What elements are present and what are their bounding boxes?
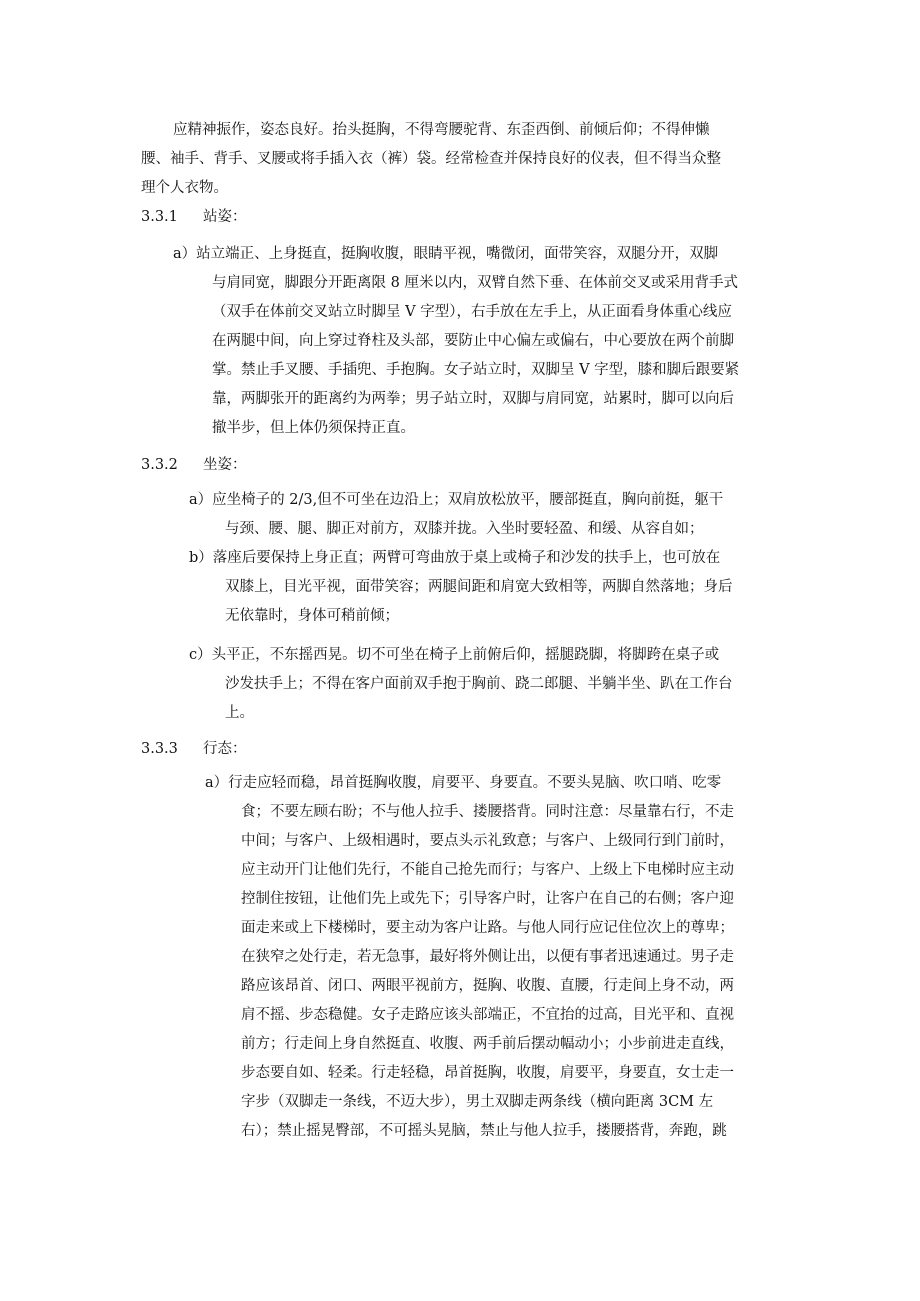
paragraph-line: 食；不要左顾右盼；不与他人拉手、搂腰搭背。同时注意：尽量靠右行，不走 (241, 804, 734, 820)
paragraph-line: c）头平正，不东摇西晃。切不可坐在椅子上前俯后仰，摇腿跷脚，将脚跨在桌子或 (189, 647, 720, 663)
intro-line: 腰、袖手、背手、叉腰或将手插入衣（裤）袋。经常检查并保持良好的仪表，但不得当众整 (141, 151, 721, 167)
section-heading (141, 739, 247, 759)
paragraph-line: 上。 (225, 705, 254, 721)
paragraph-line: 在两腿中间，向上穿过脊柱及头部，要防止中心偏左或偏右，中心要放在两个前脚 (212, 333, 734, 349)
paragraph-line: 应主动开门让他们先行，不能自己抢先而行；与客户、上级上下电梯时应主动 (241, 862, 734, 878)
paragraph-line: 肩不摇、步态稳健。女子走路应该头部端正，不宜抬的过高，目光平和、直视 (241, 1007, 734, 1023)
paragraph-line: 前方；行走间上身自然挺直、收腹、两手前后摆动幅动小；小步前进走直线， (241, 1036, 734, 1052)
paragraph-line: b）落座后要保持上身正直；两臂可弯曲放于桌上或椅子和沙发的扶手上，也可放在 (189, 550, 721, 566)
paragraph-line: 与肩同宽，脚跟分开距离限 8 厘米以内，双臂自然下垂、在体前交叉或采用背手式 (212, 275, 738, 291)
paragraph-line: 步态要自如、轻柔。行走轻稳，昂首挺胸，收腹，肩要平，身要直，女士走一 (241, 1065, 734, 1081)
section-number: 3.3.3 (141, 741, 178, 757)
paragraph-line: 双膝上，目光平视，面带笑容；两腿间距和肩宽大致相等，两脚自然落地；身后 (225, 579, 733, 595)
paragraph-line: 路应该昂首、闭口、两眼平视前方，挺胸、收腹、直腰，行走间上身不动，两 (241, 978, 734, 994)
paragraph-line: 无依靠时，身体可稍前倾； (225, 608, 399, 624)
paragraph-line: 中间；与客户、上级相遇时，要点头示礼致意；与客户、上级同行到门前时， (241, 833, 734, 849)
paragraph-line: a）站立端正、上身挺直，挺胸收腹，眼睛平视，嘴微闭，面带笑容，双腿分开，双脚 (173, 246, 719, 262)
section-heading (141, 207, 247, 227)
paragraph-line: 控制住按钮，让他们先上或先下；引导客户时，让客户在自己的右侧；客户迎 (241, 891, 734, 907)
section-title: 行态： (203, 741, 247, 757)
paragraph-line: 沙发扶手上；不得在客户面前双手抱于胸前、跷二郎腿、半躺半坐、趴在工作台 (225, 676, 733, 692)
paragraph-line: 字步（双脚走一条线，不迈大步），男土双脚走两条线（横向距离 3CM 左 (241, 1094, 714, 1110)
paragraph-line: （双手在体前交叉站立时脚呈 V 字型），右手放在左手上，从正面看身体重心线应 (212, 304, 732, 320)
paragraph-line: 撤半步，但上体仍须保持正直。 (212, 420, 415, 436)
section-number: 3.3.2 (141, 457, 178, 473)
paragraph-line: a）行走应轻而稳，昂首挺胸收腹，肩要平、身要直。不要头晃脑、吹口哨、吃零 (205, 775, 722, 791)
paragraph-line: a）应坐椅子的 2/3,但不可坐在边沿上；双肩放松放平，腰部挺直，胸向前挺，躯干 (189, 492, 724, 508)
paragraph-line: 在狭窄之处行走，若无急事，最好将外侧让出，以便有事者迅速通过。男子走 (241, 949, 734, 965)
paragraph-line: 面走来或上下楼梯时，要主动为客户让路。与他人同行应记住位次上的尊卑； (241, 920, 734, 936)
section-heading (141, 455, 247, 475)
section-title: 站姿： (203, 209, 247, 225)
paragraph-line: 右）；禁止摇晃臀部，不可摇头晃脑，禁止与他人拉手，搂腰搭背，奔跑，跳 (241, 1123, 727, 1139)
paragraph-line: 靠，两脚张开的距离约为两拳；男子站立时，双脚与肩同宽，站累时，脚可以向后 (212, 391, 734, 407)
section-number: 3.3.1 (141, 209, 178, 225)
intro-line: 应精神振作，姿态良好。抬头挺胸，不得弯腰驼背、东歪西倒、前倾后仰；不得伸懒 (173, 122, 710, 138)
paragraph-line: 与颈、腰、腿、脚正对前方，双膝并拢。入坐时要轻盈、和缓、从容自如； (225, 521, 704, 537)
section-title: 坐姿： (203, 457, 247, 473)
paragraph-line: 掌。禁止手叉腰、手插兜、手抱胸。女子站立时，双脚呈 V 字型，膝和脚后跟要紧 (212, 362, 740, 378)
intro-line: 理个人衣物。 (141, 180, 228, 196)
